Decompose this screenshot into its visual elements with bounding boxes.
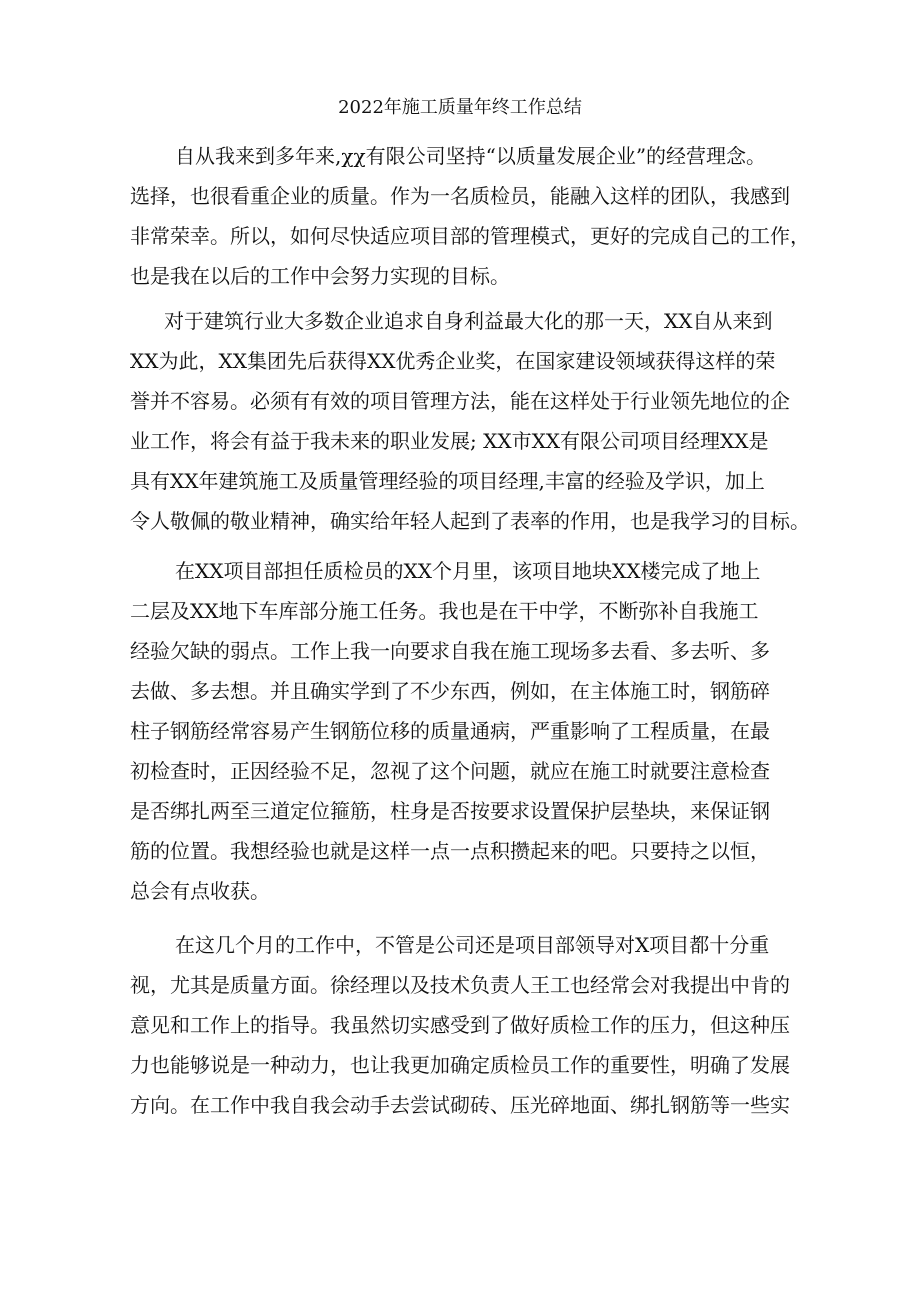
paragraph-2-line-4: 业工作，将会有益于我未来的职业发展; XX市XX有限公司项目经理XX是 [130,429,769,453]
paragraph-3-line-5: 柱子钢筋经常容易产生钢筋位移的质量通病，严重影响了工程质量，在最 [130,719,770,743]
document-title: 2022年施工质量年终工作总结 [338,97,582,118]
paragraph-3-line-9: 总会有点收获。 [130,879,270,903]
paragraph-1-line-3: 非常荣幸。所以，如何尽快适应项目部的管理模式，更好的完成自己的工作， [130,224,810,248]
paragraph-3-line-8: 筋的位置。我想经验也就是这样一点一点积攒起来的吧。只要持之以恒， [130,839,770,863]
paragraph-1-line-1: 自从我来到多年来,χχ有限公司坚持“以质量发展企业”的经营理念。 [175,144,767,168]
paragraph-1-line-2: 选择，也很看重企业的质量。作为一名质检员，能融入这样的团队，我感到 [130,184,790,208]
paragraph-1-line-4: 也是我在以后的工作中会努力实现的目标。 [130,264,510,288]
paragraph-4-line-1: 在这几个月的工作中，不管是公司还是项目部领导对X项目都十分重 [175,933,770,957]
paragraph-4-line-3: 意见和工作上的指导。我虽然切实感受到了做好质检工作的压力，但这种压 [130,1013,790,1037]
paragraph-2-line-1: 对于建筑行业大多数企业追求自身利益最大化的那一天，XX自从来到 [164,309,773,333]
paragraph-3-line-1: 在XX项目部担任质检员的XX个月里，该项目地块XX楼完成了地上 [175,559,761,583]
paragraph-2-line-3: 誉并不容易。必须有有效的项目管理方法，能在这样处于行业领先地位的企 [130,389,790,413]
paragraph-4-line-4: 力也能够说是一种动力，也让我更加确定质检员工作的重要性，明确了发展 [130,1053,790,1077]
paragraph-2-line-5: 具有XX年建筑施工及质量管理经验的项目经理,丰富的经验及学识，加上 [130,469,765,493]
paragraph-3-line-4: 去做、多去想。并且确实学到了不少东西，例如，在主体施工时，钢筋碎 [130,679,770,703]
paragraph-3-line-6: 初检查时，正因经验不足，忽视了这个问题，就应在施工时就要注意检查 [130,759,770,783]
paragraph-4-line-5: 方向。在工作中我自我会动手去尝试砌砖、压光碎地面、绑扎钢筋等一些实 [130,1093,790,1117]
paragraph-2-line-6: 令人敬佩的敬业精神，确实给年轻人起到了表率的作用，也是我学习的目标。 [130,509,810,533]
paragraph-2-line-2: XX为此，XX集团先后获得XX优秀企业奖，在国家建设领域获得这样的荣 [130,349,776,373]
paragraph-3-line-7: 是否绑扎两至三道定位箍筋，柱身是否按要求设置保护层垫块，来保证钢 [130,799,770,823]
paragraph-3-line-2: 二层及XX地下车库部分施工任务。我也是在干中学，不断弥补自我施工 [130,599,759,623]
paragraph-3-line-3: 经验欠缺的弱点。工作上我一向要求自我在施工现场多去看、多去听、多 [130,639,770,663]
paragraph-4-line-2: 视，尤其是质量方面。徐经理以及技术负责人王工也经常会对我提出中肯的 [130,973,790,997]
